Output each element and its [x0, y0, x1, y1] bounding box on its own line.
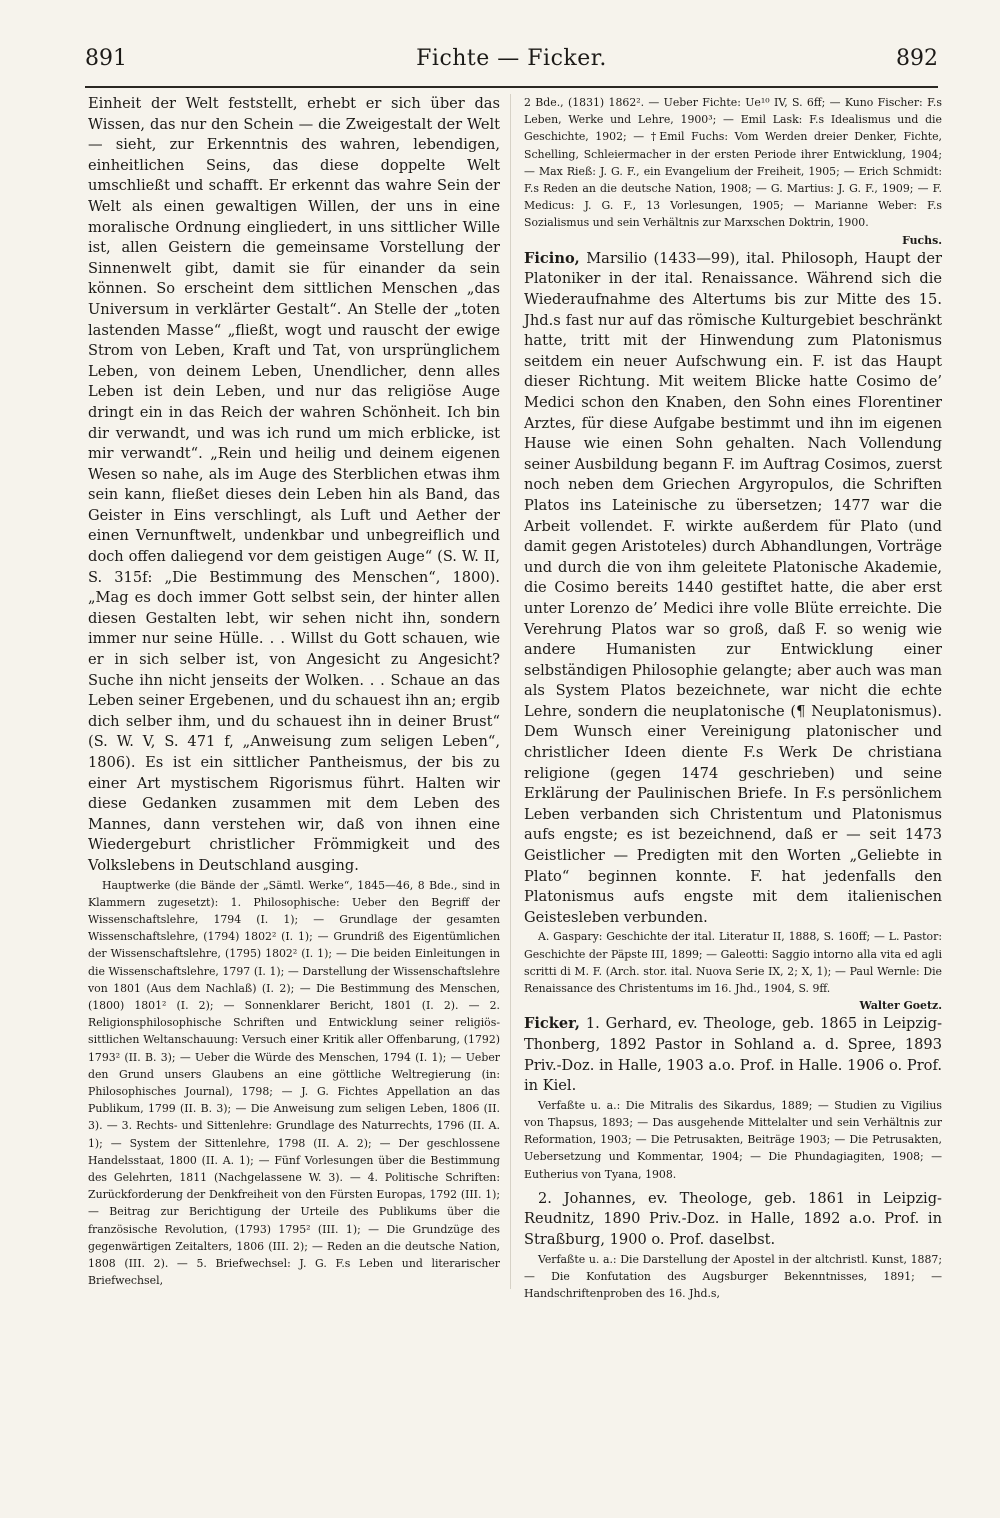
ficino-author-signature: Walter Goetz.: [859, 999, 942, 1013]
ficker-headword: Ficker,: [524, 1015, 580, 1033]
ficker-gerhard-text: 1. Gerhard, ev. Theologe, geb. 1865 in Leipzig-Thonberg, 1892 Pastor in Sohland a. d. Spree, 1893 Priv.-Doz. in Halle, 1903 a.o. Prof. in Halle. 1906 o. Prof. in Kiel.: [524, 1015, 942, 1095]
header-rule: [85, 86, 938, 88]
ficino-headword: Ficino,: [524, 249, 580, 267]
ficker-johannes-text: 2. Johannes, ev. Theologe, geb. 1861 in Leipzig-Reudnitz, 1890 Priv.-Doz. in Halle, 1892 a.o. Prof. in Straßburg, 1900 o. Prof. daselbst.: [524, 1189, 942, 1249]
ficino-entry: [524, 249, 942, 929]
ficino-literature: A. Gaspary: Geschichte der ital. Literatur II, 1888, S. 160ff; — L. Pastor: Geschichte der Päpste III, 1899; — Galeotti: Saggio intorno alla vita ed agli scritti di M. F. (Arch. stor. ital. Nuova Serie IX, 2; X, 1); — Paul Wernle: Die Renaissance des Christentums im 16. Jhd., 1904, S. 9ff.: [524, 930, 942, 996]
ficker-johannes-works: Verfaßte u. a.: Die Darstellung der Apostel in der altchristl. Kunst, 1887; — Die Konfutation des Augsburger Bekenntnisses, 1891; — Handschriftenproben des 16. Jhd.s,: [524, 1252, 942, 1301]
right-page-number: 892: [896, 46, 938, 71]
fichte-body-text: Einheit der Welt feststellt, erhebt er sich über das Wissen, das nur den Schein — die Zweigestalt der Welt — sieht, zur Erkenntnis des wahren, lebendigen, einheitlichen Seins, das diese doppelte Welt umschließt und schafft. Er erkennt das wahre Sein der Welt als einen gewaltigen Willen, der uns in eine moralische Ordnung eingliedert, in uns sittlicher Wille ist, allen Geistern die gemeinsame Vorstellung der Sinnenwelt gibt, damit sie für einander da sein können. So erscheint dem sittlichen Menschen „das Universum in verklärter Gestalt“. An Stelle der „toten lastenden Masse“ „fließt, wogt und rauscht der ewige Strom von Leben, Kraft und Tat, von ursprünglichem Leben, von deinem Leben, Unendlicher, denn alles Leben ist dein Leben, und nur das religiöse Auge dringt ein in das Reich der wahren Schönheit. Ich bin dir verwandt, und was ich rund um mich erblicke, ist mir verwandt“. „Rein und heilig und deinem eigenen Wesen so nahe, als im Auge des Sterblichen etwas ihm sein kann, fließet dieses dein Leben hin als Band, das Geister in Eins verschlingt, als Luft und Aether der einen Vernunftwelt, undenkbar und unbegreiflich und doch offen daliegend vor dem geistigen Auge“ (S. W. II, S. 315f: „Die Bestimmung des Menschen“, 1800). „Mag es doch immer Gott selbst sein, der hinter allen diesen Gestalten lebt, wir sehen nicht ihn, sondern immer nur seine Hülle. . . Willst du Gott schauen, wie er in sich selber ist, von Angesicht zu Angesicht? Suche ihn nicht jenseits der Wolken. . . Schaue an das Leben seiner Ergebenen, und du schauest ihn an; ergib dich selber ihm, und du schauest ihn in deiner Brust“ (S. W. V, S. 471 f, „Anweisung zum seligen Leben“, 1806). Es ist ein sittlicher Pantheismus, der bis zu einer Art mystischem Rigorismus führt. Halten wir diese Gedanken zusammen mit dem Leben des Mannes, dann verstehen wir, daß von ihnen eine Wiedergeburt christlicher Frömmigkeit und des Volkslebens in Deutschland ausging.: [88, 95, 500, 874]
left-page-number: 891: [85, 46, 127, 71]
fichte-literature: 2 Bde., (1831) 1862². — Ueber Fichte: Ue¹⁰ IV, S. 6ff; — Kuno Fischer: F.s Leben, Werke und Lehre, 1900³; — Emil Lask: F.s Idealismus und die Geschichte, 1902; — †Emil Fuchs: Vom Werden dreier Denker, Fichte, Schelling, Schleiermacher in der ersten Periode ihrer Entwicklung, 1904; — Max Rieß: J. G. F., ein Evangelium der Freiheit, 1905; — Erich Schmidt: F.s Reden an die deutsche Nation, 1908; — G. Martius: J. G. F., 1909; — F. Medicus: J. G. F., 13 Vorlesungen, 1905; — Marianne Weber: F.s Sozialismus und sein Verhältnis zur Marxschen Doktrin, 1900.: [524, 96, 942, 230]
ficker-entry-1: [524, 1014, 942, 1096]
ficino-body-text: Marsilio (1433—99), ital. Philosoph, Haupt der Platoniker in der ital. Renaissance. Während sich die Wiederaufnahme des Altertums bis zur Mitte des 15. Jhd.s fast nur auf das römische Kulturgebiet beschränkt hatte, tritt mit der Hinwendung zum Platonismus seitdem ein neuer Aufschwung ein. F. ist das Haupt dieser Richtung. Mit weitem Blicke hatte Cosimo de’ Medici schon den Knaben, den Sohn eines Florentiner Arztes, für diese Aufgabe bestimmt und ihn im eigenen Hause wie einen Sohn gehalten. Nach Vollendung seiner Ausbildung begann F. im Auftrag Cosimos, zuerst noch neben dem Griechen Argyropulos, die Schriften Platos ins Lateinische zu übersetzen; 1477 war die Arbeit vollendet. F. wirkte außerdem für Plato (und damit gegen Aristoteles) durch Abhandlungen, Vorträge und durch die von ihm geleitete Platonische Akademie, die Cosimo bereits 1440 gestiftet hatte, die aber erst unter Lorenzo de’ Medici ihre volle Blüte erreichte. Die Verehrung Platos war so groß, daß F. so wenig wie andere Humanisten zur Entwicklung einer selbständigen Philosophie gelangte; aber auch was man als System Platos bezeichnete, war nicht die echte Lehre, sondern die neuplatonische (¶ Neuplatonismus). Dem Wunsch einer Vereinigung platonischer und christlicher Ideen diente F.s Werk De christiana religione (gegen 1474 geschrieben) und seine Erklärung der Paulinischen Briefe. In F.s persönlichem Leben verbanden sich Christentum und Platonismus aufs engste; es ist bezeichnend, daß er — seit 1473 Geistlicher — Predigten mit den Worten „Geliebte in Plato“ beginnen konnte. F. hat jedenfalls den Platonismus aufs engste mit dem italienischen Geistesleben verbunden.: [524, 249, 942, 926]
running-title: Fichte — Ficker.: [416, 46, 607, 71]
left-column: [88, 94, 511, 1289]
ficker-gerhard-works: Verfaßte u. a.: Die Mitralis des Sikardus, 1889; — Studien zu Vigilius von Thapsus, 1893; — Das ausgehende Mittelalter und sein Verhältnis zur Reformation, 1903; — Die Petrusakten, Beiträge 1903; — Die Petrusakten, Uebersetzung und Kommentar, 1904; — Die Phundagiagiten, 1908; — Eutherius von Tyana, 1908.: [524, 1098, 942, 1181]
fichte-author-signature: Fuchs.: [902, 233, 942, 247]
right-column: [524, 94, 942, 1302]
page-header: [85, 46, 938, 80]
fichte-works-list: Hauptwerke (die Bände der „Sämtl. Werke“, 1845—46, 8 Bde., sind in Klammern zugesetzt): 1. Philosophische: Ueber den Begriff der Wissenschaftslehre, 1794 (I. 1); — Grundlage der gesamten Wissenschaftslehre, (1794) 1802² (I. 1); — Grundriß des Eigentümlichen der Wissenschaftslehre, (1795) 1802² (I. 1); — Die beiden Einleitungen in die Wissenschaftslehre, 1797 (I. 1); — Darstellung der Wissenschaftslehre von 1801 (Aus dem Nachlaß) (I. 2); — Die Bestimmung des Menschen, (1800) 1801² (I. 2); — Sonnenklarer Bericht, 1801 (I. 2). — 2. Religionsphilosophische Schriften und Entwicklung seiner religiös-sittlichen Weltanschauung: Versuch einer Kritik aller Offenbarung, (1792) 1793² (II. B. 3); — Ueber die Würde des Menschen, 1794 (I. 1); — Ueber den Grund unsers Glaubens an eine göttliche Weltregierung (in: Philosophisches Journal), 1798; — J. G. Fichtes Appellation an das Publikum, 1799 (II. B. 3); — Die Anweisung zum seligen Leben, 1806 (II. 3). — 3. Rechts- und Sittenlehre: Grundlage des Naturrechts, 1796 (II. A. 1); — System der Sittenlehre, 1798 (II. A. 2); — Der geschlossene Handelsstaat, 1800 (II. A. 1); — Fünf Vorlesungen über die Bestimmung des Gelehrten, 1811 (Nachgelassene W. 3). — 4. Politische Schriften: Zurückforderung der Denkfreiheit von den Fürsten Europas, 1792 (III. 1); — Beitrag zur Berichtigung der Urteile des Publikums über die französische Revolution, (1793) 1795² (III. 1); — Die Grundzüge des gegenwärtigen Zeitalters, 1806 (III. 2); — Reden an die deutsche Nation, 1808 (III. 2). — 5. Briefwechsel: J. G. F.s Leben und literarischer Briefwechsel,: [88, 878, 500, 1288]
